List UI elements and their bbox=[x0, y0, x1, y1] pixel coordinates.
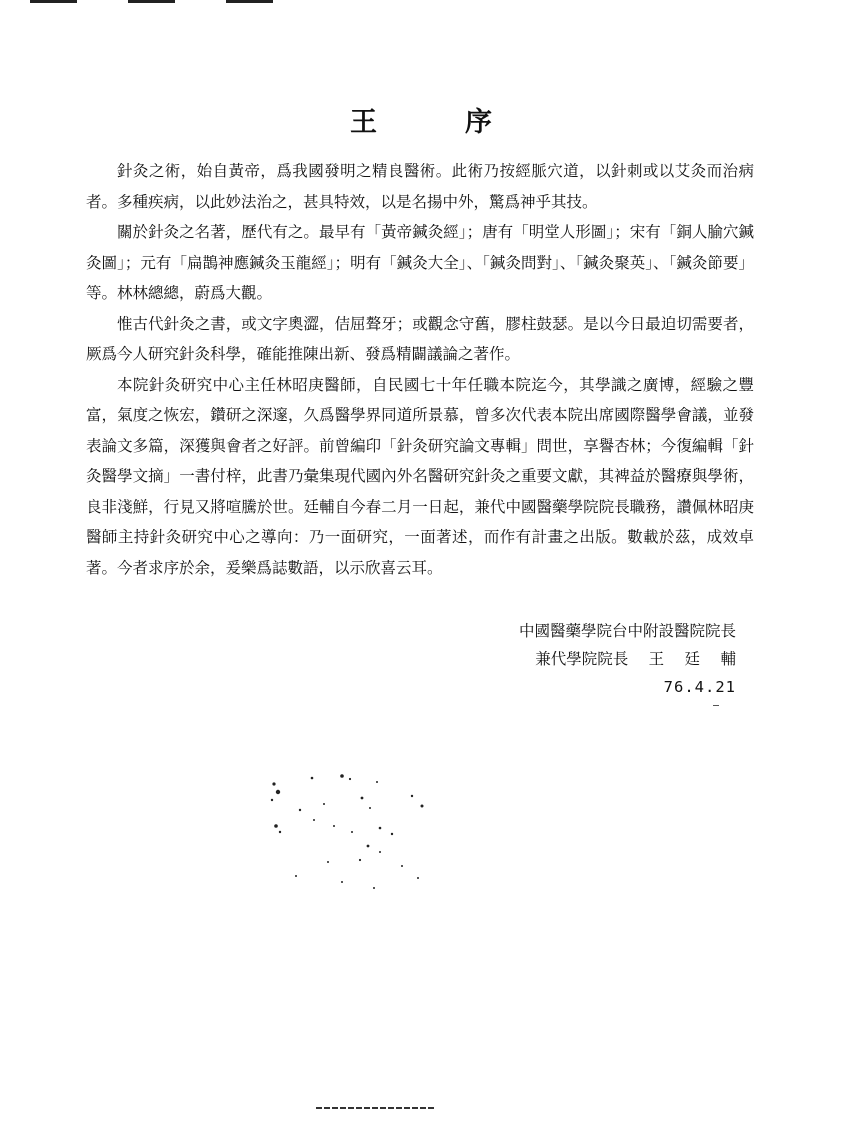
header-rule-2 bbox=[128, 0, 175, 3]
paragraph-2: 關於針灸之名著，歷代有之。最早有「黃帝鍼灸經」；唐有「明堂人形圖」；宋有「銅人腧穴鍼灸圖」；元有「扁鵲神應鍼灸玉龍經」；明有「鍼灸大全」、「鍼灸問對」、「鍼灸聚英」、「鍼灸節要」等。林林總總，蔚爲大觀。 bbox=[86, 223, 754, 302]
page-title bbox=[0, 100, 844, 139]
header-rule-1 bbox=[30, 0, 77, 3]
paragraph-4: 本院針灸研究中心主任林昭庚醫師，自民國七十年任職本院迄今，其學識之廣博，經驗之豐富，氣度之恢宏，鑽研之深邃，久爲醫學界同道所景慕，曾多次代表本院出席國際醫學會議，並發表論文多篇，深獲與會者之好評。前曾編印「針灸研究論文專輯」問世，享譽杏林；今復編輯「針灸醫學文摘」一書付梓，此書乃彙集現代國內外名醫研究針灸之重要文獻，其裨益於醫療與學術，良非淺鮮，行見又將喧騰於世。廷輔自今春二月一日起，兼代中國醫藥學院院長職務，讚佩林昭庚醫師主持針灸研究中心之導向：乃一面研究，一面著述，而作有計畫之出版。數載於茲，成效卓著。今者求序於余，爰樂爲誌數語，以示欣喜云耳。 bbox=[86, 375, 754, 577]
header-rule-3 bbox=[226, 0, 273, 3]
footer-rule bbox=[316, 1107, 434, 1109]
signature-name: 兼代學院院長 王 廷 輔 bbox=[535, 650, 736, 668]
signature-date: 76.4.21 bbox=[663, 678, 736, 696]
paragraph-3: 惟古代針灸之書，或文字奧澀，佶屈聱牙；或觀念守舊，膠柱鼓瑟。是以今日最迫切需要者，厥爲今人研究針灸科學，確能推陳出新、發爲精闢議論之著作。 bbox=[86, 314, 754, 363]
signature-block bbox=[406, 617, 736, 701]
title-char-1: 王 bbox=[350, 107, 379, 138]
preface-body bbox=[86, 156, 754, 583]
signature-title: 中國醫藥學院台中附設醫院院長 bbox=[518, 622, 736, 640]
paragraph-1: 針灸之術，始自黃帝，爲我國發明之精良醫術。此術乃按經脈穴道，以針刺或以艾灸而治病者。多種疾病，以此妙法治之，甚具特效，以是名揚中外，驚爲神乎其技。 bbox=[86, 162, 754, 211]
stray-mark bbox=[713, 705, 719, 706]
seal-stamp-faint bbox=[262, 770, 442, 900]
title-char-2: 序 bbox=[465, 107, 494, 138]
